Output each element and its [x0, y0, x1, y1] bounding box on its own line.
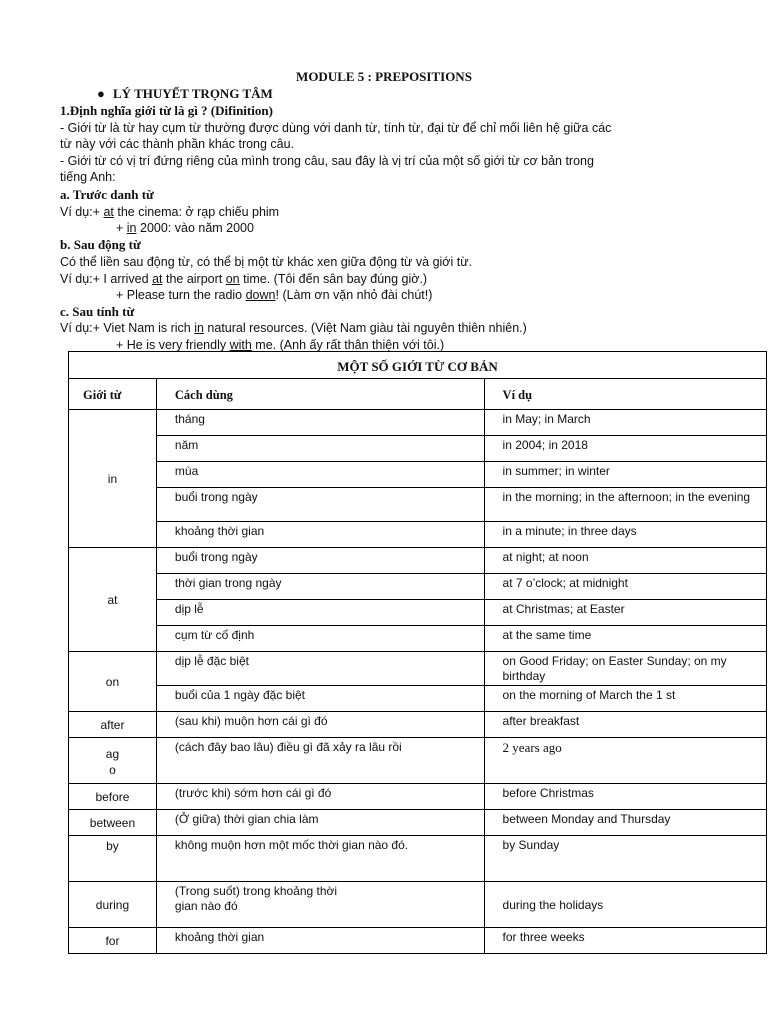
example-cell: 2 years ago — [484, 738, 766, 784]
example-cell: at Christmas; at Easter — [484, 600, 766, 626]
usage-cell: mùa — [156, 462, 484, 488]
preposition-between: between — [69, 810, 157, 836]
definition-line: tiếng Anh: — [60, 170, 116, 184]
example-cell: at the same time — [484, 626, 766, 652]
module-title: MODULE 5 : PREPOSITIONS — [296, 69, 472, 84]
part-c-example-1 — [60, 320, 527, 336]
part-a-example-2 — [116, 220, 254, 236]
usage-cell: khoảng thời gian — [156, 522, 484, 548]
example-text: the cinema: ở rạp chiếu phim — [113, 205, 280, 219]
example-text: 2000: vào năm 2000 — [136, 221, 254, 235]
example-cell: on the morning of March the 1 st — [484, 686, 766, 712]
definition-heading: 1.Định nghĩa giới từ là gì ? (Difinition) — [60, 103, 273, 118]
section-heading — [97, 86, 273, 102]
preposition-at: at — [69, 548, 157, 652]
usage-cell: không muộn hơn một mốc thời gian nào đó. — [156, 836, 484, 882]
example-cell: by Sunday — [484, 836, 766, 882]
example-text: + Please turn the radio — [116, 288, 246, 302]
preposition-in: in — [69, 410, 157, 548]
usage-cell: năm — [156, 436, 484, 462]
usage-cell: khoảng thời gian — [156, 928, 484, 954]
example-cell: at 7 o’clock; at midnight — [484, 574, 766, 600]
preposition-ago: ag o — [69, 738, 157, 784]
usage-cell: (trước khi) sớm hơn cái gì đó — [156, 784, 484, 810]
section-heading-text: LÝ THUYẾT TRỌNG TÂM — [113, 86, 273, 101]
example-text: me. (Anh ấy rất thân thiện với tôi.) — [251, 338, 445, 352]
example-preposition: down — [245, 288, 276, 302]
example-cell: during the holidays — [484, 882, 766, 928]
usage-cell: dịp lễ — [156, 600, 484, 626]
example-text: time. (Tôi đến sân bay đúng giờ.) — [239, 272, 428, 286]
preposition-on: on — [69, 652, 157, 712]
part-a-example-1 — [60, 204, 279, 220]
preposition-for: for — [69, 928, 157, 954]
example-text: Ví dụ:+ I arrived — [60, 272, 153, 286]
example-cell: in the morning; in the afternoon; in the evening — [484, 488, 766, 522]
example-preposition: in — [194, 321, 204, 335]
usage-cell: cụm từ cố định — [156, 626, 484, 652]
example-preposition: at — [103, 205, 114, 219]
part-b-note: Có thể liền sau động từ, có thể bị một từ khác xen giữa động từ và giới từ. — [60, 255, 473, 269]
example-preposition: on — [225, 272, 240, 286]
example-cell: after breakfast — [484, 712, 766, 738]
example-text: + He is very friendly — [116, 338, 230, 352]
usage-cell: buổi trong ngày — [156, 548, 484, 574]
example-text: the airport — [162, 272, 226, 286]
definition-line: từ này với các thành phần khác trong câu. — [60, 137, 295, 151]
preposition-by: by — [69, 836, 157, 882]
example-cell: between Monday and Thursday — [484, 810, 766, 836]
example-cell: before Christmas — [484, 784, 766, 810]
bullet-icon: ● — [97, 86, 105, 101]
usage-cell: thời gian trong ngày — [156, 574, 484, 600]
header-preposition: Giới từ — [69, 379, 157, 410]
part-b-example-1 — [60, 271, 427, 287]
example-preposition: at — [152, 272, 163, 286]
preposition-before: before — [69, 784, 157, 810]
header-usage: Cách dùng — [156, 379, 484, 410]
example-preposition: in — [126, 221, 137, 235]
example-cell: for three weeks — [484, 928, 766, 954]
usage-cell: (Trong suốt) trong khoảng thời gian nào đó — [156, 882, 484, 928]
usage-cell: (sau khi) muộn hơn cái gì đó — [156, 712, 484, 738]
example-text: ! (Làm ơn vặn nhỏ đài chút!) — [275, 288, 433, 302]
part-c-heading: c. Sau tính từ — [60, 304, 135, 319]
example-cell: at night; at noon — [484, 548, 766, 574]
example-text: natural resources. (Việt Nam giàu tài nguyên thiên nhiên.) — [203, 321, 527, 335]
example-text: Ví dụ:+ — [60, 205, 104, 219]
usage-cell: tháng — [156, 410, 484, 436]
preposition-during: during — [69, 882, 157, 928]
example-cell: in a minute; in three days — [484, 522, 766, 548]
example-cell: in 2004; in 2018 — [484, 436, 766, 462]
usage-cell: (Ở giữa) thời gian chia làm — [156, 810, 484, 836]
usage-cell: (cách đây bao lâu) điều gì đã xảy ra lâu rồi — [156, 738, 484, 784]
definition-line: - Giới từ là từ hay cụm từ thường được dùng với danh từ, tính từ, đại từ để chỉ mối liên hệ giữa các — [60, 121, 612, 135]
header-example: Ví dụ — [484, 379, 766, 410]
prepositions-table — [68, 351, 767, 954]
usage-cell: dịp lễ đặc biệt — [156, 652, 484, 686]
usage-cell: buổi trong ngày — [156, 488, 484, 522]
usage-cell: buổi của 1 ngày đặc biệt — [156, 686, 484, 712]
example-cell: on Good Friday; on Easter Sunday; on my birthday — [484, 652, 766, 686]
example-cell: in May; in March — [484, 410, 766, 436]
example-cell: in summer; in winter — [484, 462, 766, 488]
preposition-after: after — [69, 712, 157, 738]
definition-line: - Giới từ có vị trí đứng riêng của mình trong câu, sau đây là vị trí của một số giới từ cơ bản trong — [60, 154, 594, 168]
example-text: + — [116, 221, 127, 235]
example-text: Ví dụ:+ Viet Nam is rich — [60, 321, 195, 335]
part-b-example-2 — [116, 287, 432, 303]
table-caption: MỘT SỐ GIỚI TỪ CƠ BẢN — [69, 352, 767, 379]
part-a-heading: a. Trước danh từ — [60, 187, 154, 202]
part-b-heading: b. Sau động từ — [60, 237, 141, 252]
example-preposition: with — [229, 338, 252, 352]
